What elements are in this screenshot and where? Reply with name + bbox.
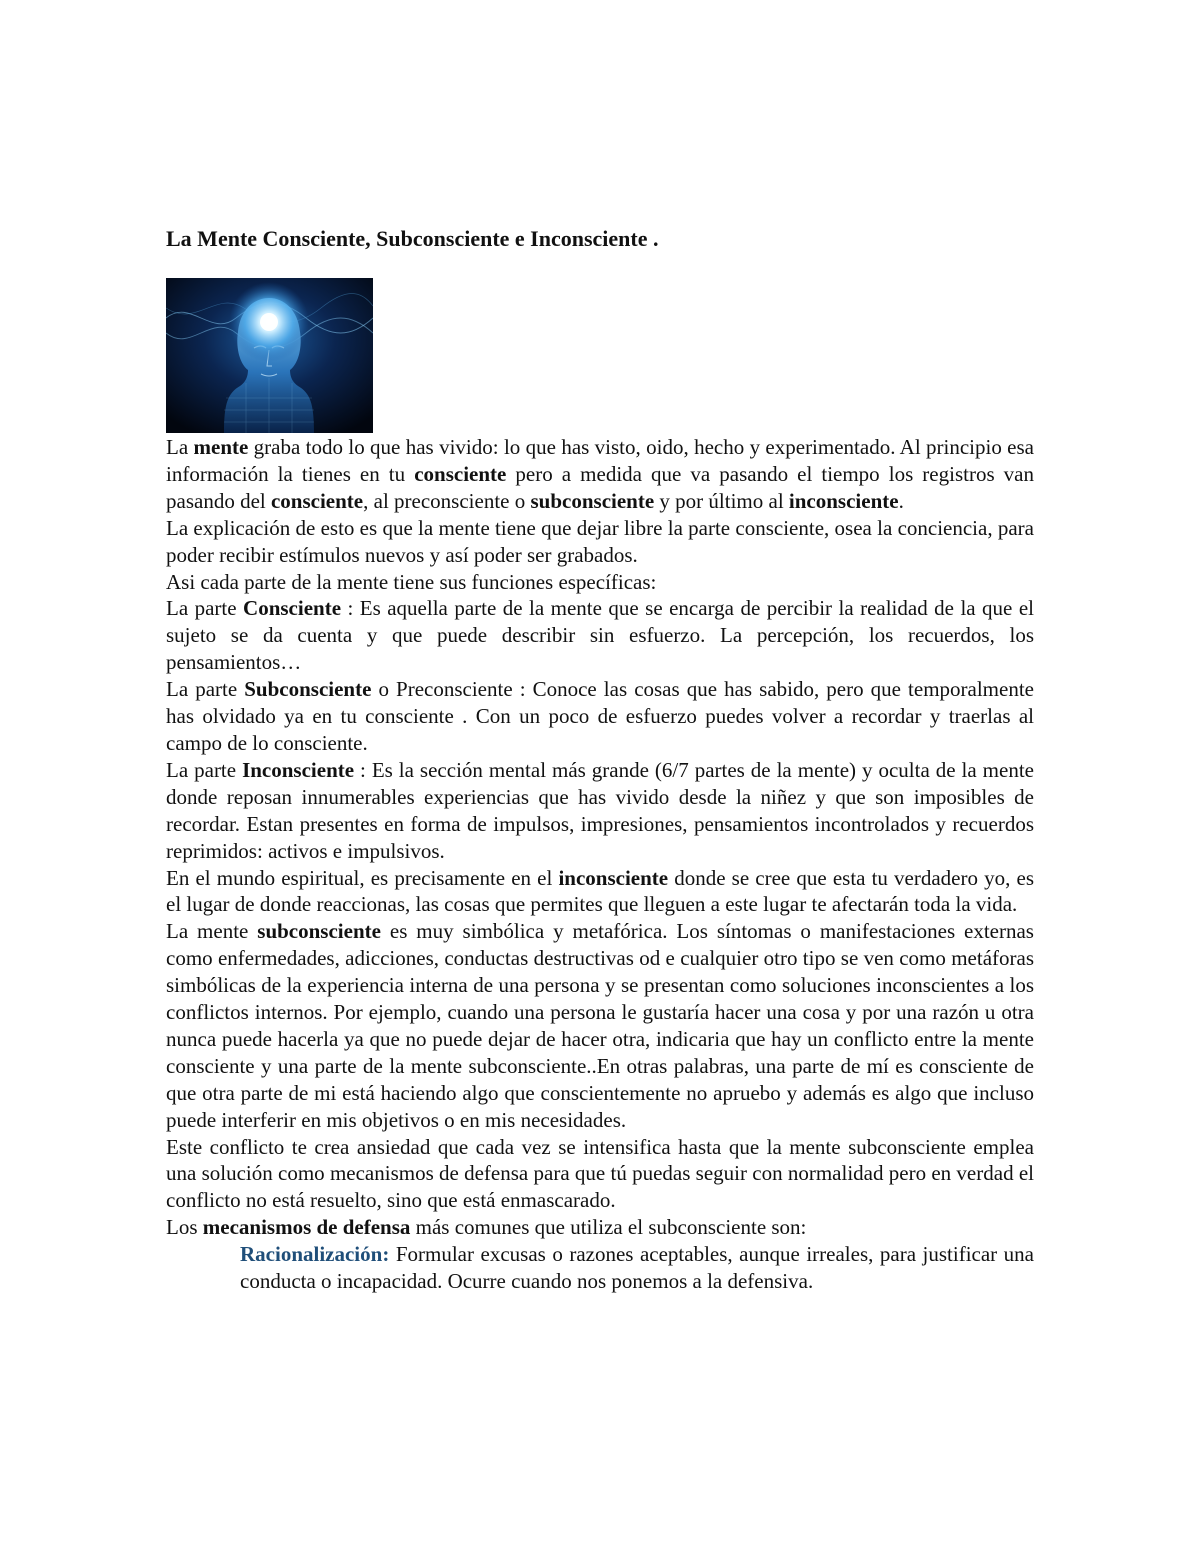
bold-term: mecanismos de defensa <box>202 1215 411 1240</box>
text-run: La mente <box>166 919 258 944</box>
text-run: pero a medida que va pasando el tiempo los registros van pasando del <box>166 461 1034 513</box>
para-funciones <box>166 569 1034 596</box>
bold-term: subconsciente <box>257 919 381 944</box>
para-inconsciente <box>166 757 1034 865</box>
bold-term: inconsciente <box>558 865 669 890</box>
text-run: Formular excusas o razones aceptables, aunque irreales, para justificar una conducta o incapacidad. Ocurre cuando nos ponemos a la defensiva. <box>240 1242 1034 1294</box>
text-run: o Preconsciente : Conoce las cosas que has sabido, pero que temporalmente has olvidado ya en tu consciente . Con un poco de esfuerzo puedes volver a recordar y traerlas al campo de lo consciente. <box>166 677 1034 755</box>
text-run: donde se cree que esta tu verdadero yo, es el lugar de donde reaccionas, las cosas que permites que lleguen a este lugar te afectarán toda la vida. <box>166 865 1034 917</box>
text-run: : Es la sección mental más grande (6/7 partes de la mente) y oculta de la mente donde reposan innumerables experiencias que has vivido desde la niñez y que son imposibles de recordar. Estan presentes en forma de impulsos, impresiones, pensamientos incontrolados y recuerdos reprimidos: activos e impulsivos. <box>166 757 1034 863</box>
para-explicacion <box>166 515 1034 569</box>
text-run: es muy simbólica y metafórica. Los síntomas o manifestaciones externas como enfermedades, adicciones, conductas destructivas od e cualquier otro tipo se ven como metáforas simbólicas de la experiencia interna de una persona y se presentan como soluciones inconscientes a los conflictos internos. Por ejemplo, cuando una persona le gustaría hacer una cosa y por una razón u otra nunca puede hacerla ya que no puede dejar de hacer otra, indicaria que hay un conflicto entre la mente consciente y una parte de la mente subconsciente..En otras palabras, una parte de mí es consciente de que otra parte de mi está haciendo algo que conscientemente no apruebo y además es algo que incluso puede interferir en mis objetivos o en mis necesidades. <box>166 919 1034 1132</box>
bold-term: mente <box>193 435 249 459</box>
text-run: y por último al <box>654 488 789 513</box>
glowing-head-mind-image <box>166 278 373 433</box>
text-run: , al preconsciente o <box>363 488 531 513</box>
para-conflicto <box>166 1134 1034 1215</box>
bold-term: Consciente <box>243 596 342 621</box>
document-body <box>166 434 1034 1295</box>
para-subconsciente <box>166 676 1034 757</box>
bold-term: Racionalización: <box>240 1242 390 1267</box>
text-run: Los <box>166 1215 203 1240</box>
text-run: La parte <box>166 757 243 782</box>
text-run: graba todo lo que has vivido: lo que has visto, oido, hecho y experimentado. Al principio esa información la tienes en tu <box>166 435 1034 486</box>
text-run: La <box>166 435 194 459</box>
text-run: . <box>898 488 904 513</box>
text-run: La explicación de esto es que la mente tiene que dejar libre la parte consciente, osea la conciencia, para poder recibir estímulos nuevos y así poder ser grabados. <box>166 515 1034 567</box>
bold-term: inconsciente <box>788 488 899 513</box>
bold-term: consciente <box>270 488 364 513</box>
bold-term: Inconsciente <box>242 757 355 782</box>
para-mente-subconsciente <box>166 918 1034 1133</box>
para-racionalizacion <box>166 1241 1034 1295</box>
text-run: Este conflicto te crea ansiedad que cada vez se intensifica hasta que la mente subconsciente emplea una solución como mecanismos de defensa para que tú puedas seguir con normalidad pero en verdad el conflicto no está resuelto, sino que está enmascarado. <box>166 1134 1034 1213</box>
para-mecanismos <box>166 1214 1034 1241</box>
text-run: : Es aquella parte de la mente que se encarga de percibir la realidad de la que el sujeto se da cuenta y que puede describir sin esfuerzo. La percepción, los recuerdos, los pensamientos… <box>166 596 1034 675</box>
text-run: La parte <box>166 677 245 702</box>
para-mente-graba <box>166 434 1034 515</box>
para-mundo-espiritual <box>166 865 1034 919</box>
bold-term: subconsciente <box>530 488 655 513</box>
document-title: La Mente Consciente, Subconsciente e Inconsciente . <box>166 226 659 251</box>
text-run: La parte <box>166 596 244 621</box>
bold-term: consciente <box>414 461 507 486</box>
para-consciente <box>166 595 1034 676</box>
text-run: más comunes que utiliza el subconsciente son: <box>410 1215 807 1240</box>
bold-term: Subconsciente <box>244 677 372 702</box>
text-run: En el mundo espiritual, es precisamente en el <box>166 865 559 890</box>
text-run: Asi cada parte de la mente tiene sus funciones específicas: <box>166 569 657 594</box>
